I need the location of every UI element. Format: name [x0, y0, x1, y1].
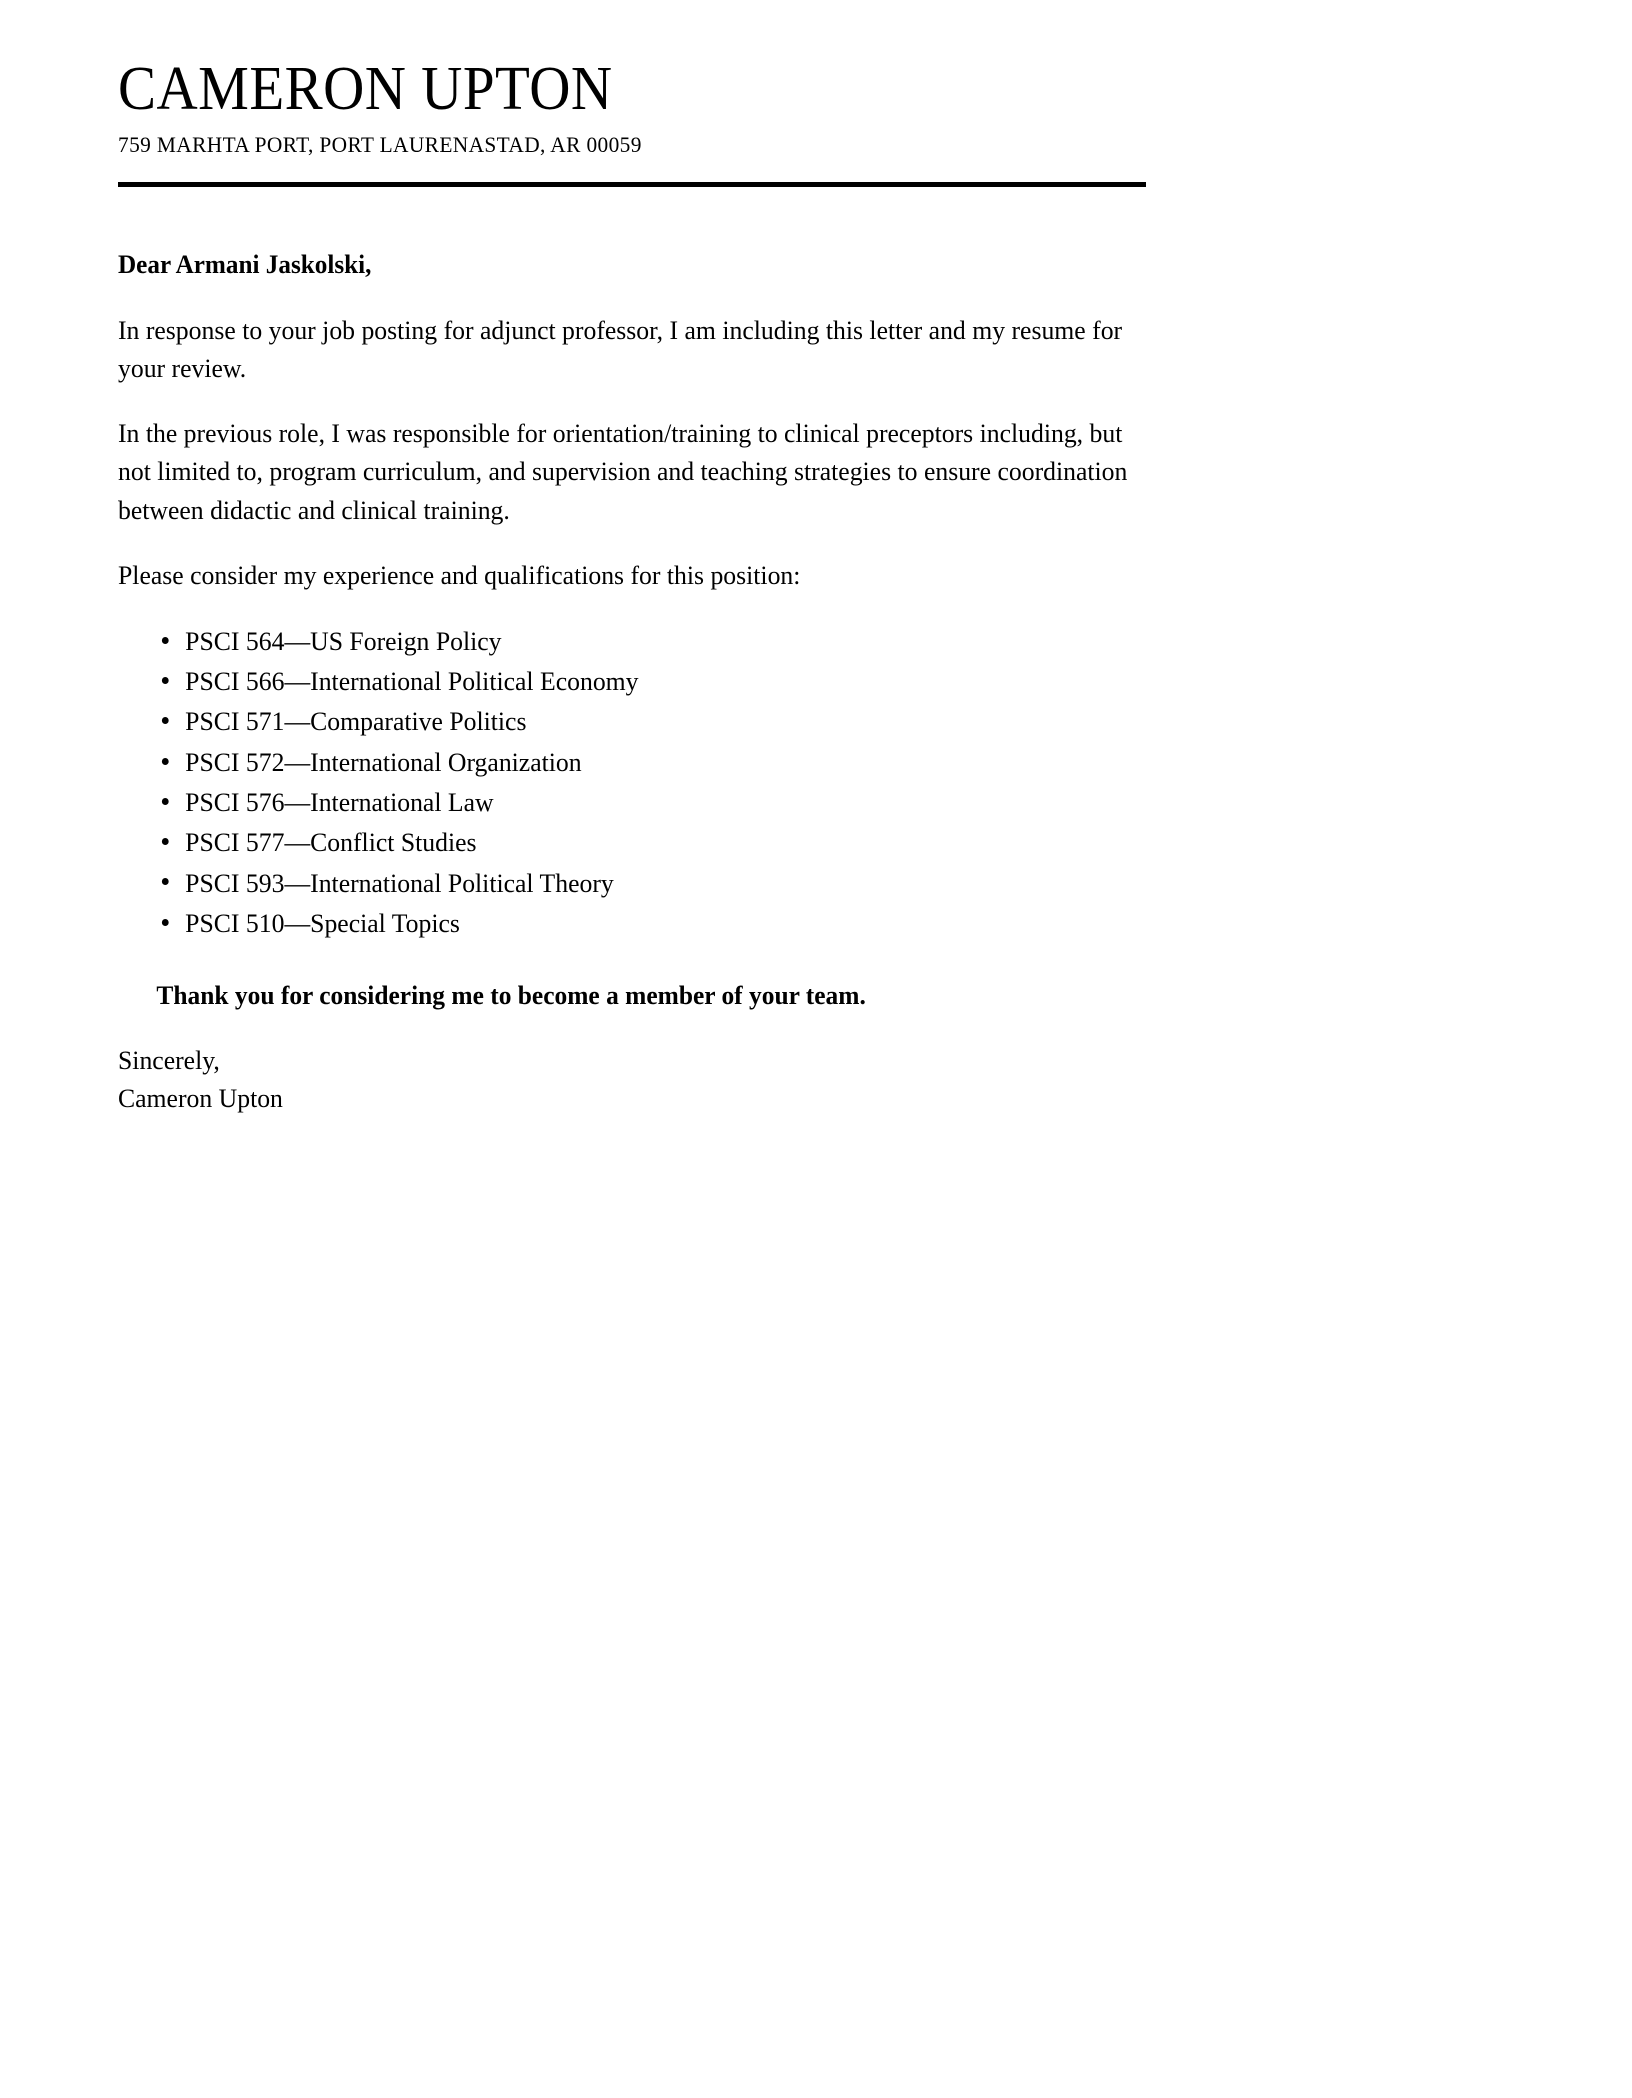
list-item-label: PSCI 576—International Law — [185, 787, 494, 817]
bullet-icon — [162, 919, 169, 926]
valediction: Sincerely, — [118, 1045, 220, 1076]
bullet-icon — [162, 838, 169, 845]
list-item-label: PSCI 577—Conflict Studies — [185, 827, 477, 858]
list-item-label: PSCI 571—Comparative Politics — [185, 706, 527, 737]
list-item — [158, 661, 1464, 701]
signature-block — [118, 1041, 1504, 1117]
list-item — [158, 782, 1464, 822]
bullet-icon — [162, 758, 169, 765]
list-item-label: PSCI 566—International Political Economy — [185, 666, 639, 697]
paragraph-qualifications-intro: Please consider my experience and qualifications for this position: — [118, 559, 801, 590]
list-item — [158, 822, 1464, 862]
bullet-icon — [162, 637, 169, 644]
header-divider — [118, 182, 1146, 187]
bullet-icon — [162, 677, 169, 684]
letterhead — [0, 0, 1632, 158]
bullet-icon — [162, 878, 169, 885]
bullet-icon — [162, 798, 169, 805]
paragraph-intro: In response to your job posting for adjunct professor, I am including this letter and my resume for your review. — [118, 315, 1123, 384]
course-list — [118, 621, 1504, 943]
list-item — [158, 742, 1464, 782]
list-item — [158, 903, 1464, 943]
closing-statement: Thank you for considering me to become a member of your team. — [156, 980, 866, 1011]
bullet-icon — [162, 717, 169, 724]
list-item-label: PSCI 564—US Foreign Policy — [185, 625, 502, 656]
salutation: Dear Armani Jaskolski, — [118, 249, 372, 280]
list-item — [158, 863, 1464, 903]
list-item — [158, 621, 1464, 661]
letter-body — [0, 247, 1632, 1117]
list-item-label: PSCI 593—International Political Theory — [185, 867, 614, 898]
address-line: 759 MARHTA PORT, PORT LAURENASTAD, AR 00059 — [118, 132, 642, 158]
list-item-label: PSCI 572—International Organization — [185, 746, 582, 777]
list-item — [158, 701, 1464, 741]
page-title: CAMERON UPTON — [118, 55, 613, 123]
paragraph-experience: In the previous role, I was responsible for orientation/training to clinical preceptors including, but not limited to, program curriculum, and supervision and teaching strategies to ensure coordination between didactic and clinical training. — [118, 418, 1128, 525]
signature-name: Cameron Upton — [118, 1083, 283, 1114]
list-item-label: PSCI 510—Special Topics — [185, 907, 460, 938]
